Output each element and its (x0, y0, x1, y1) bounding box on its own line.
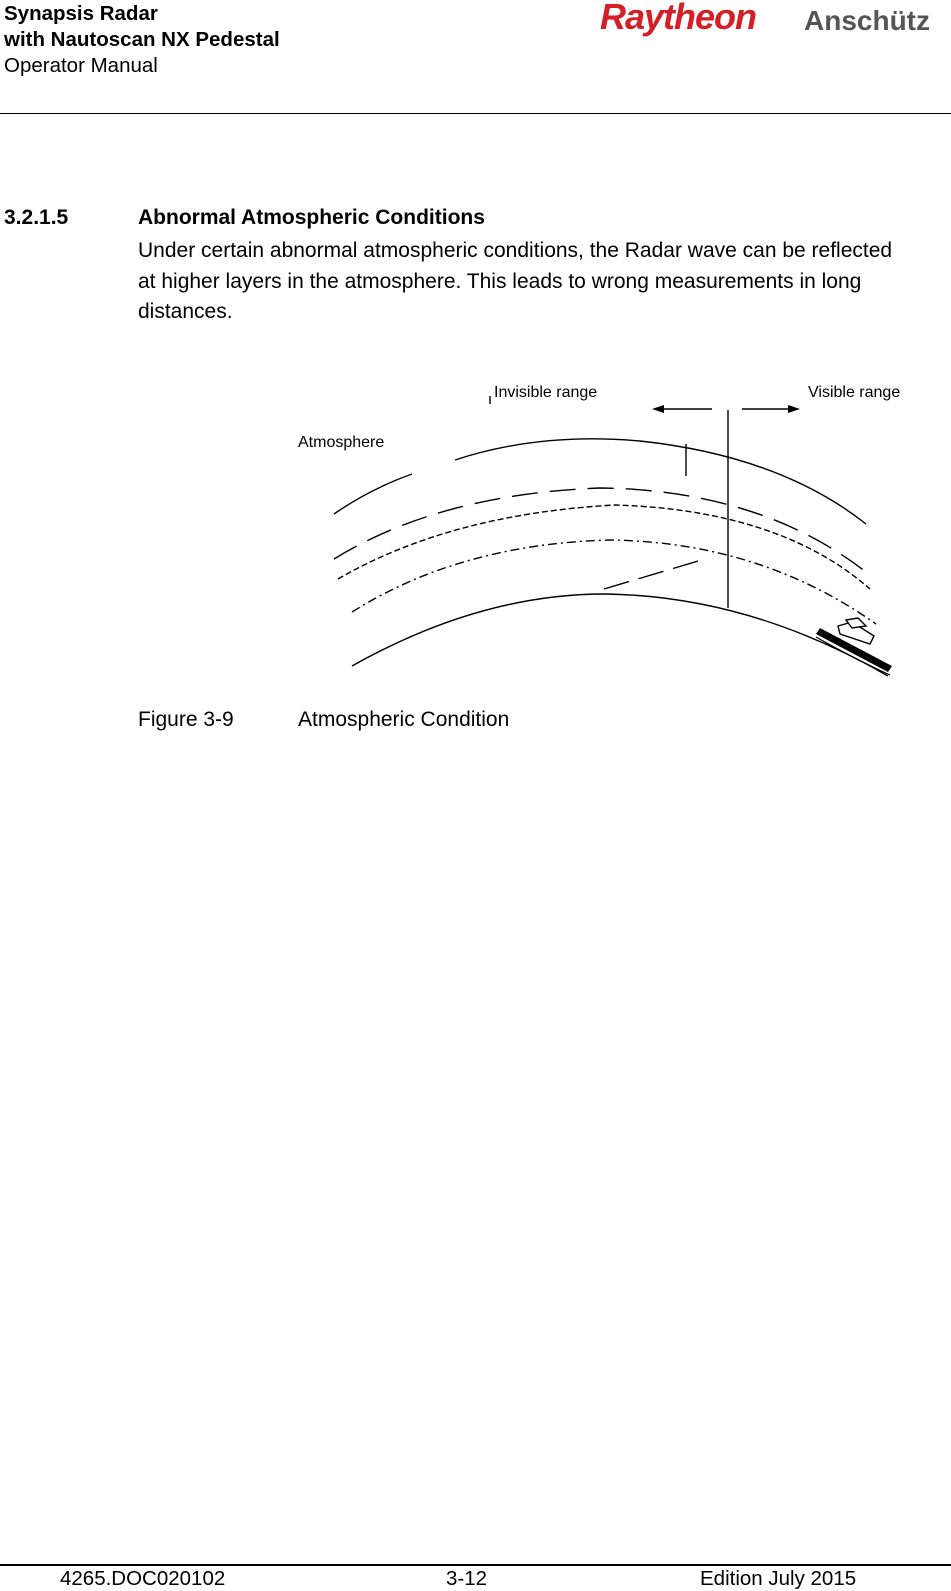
atmosphere-diagram (280, 374, 920, 694)
atmospheric-condition-figure (280, 374, 920, 694)
logo-brand-text: Raytheon (600, 0, 757, 37)
footer-divider (0, 1564, 951, 1566)
section-title: Abnormal Atmospheric Conditions (138, 206, 485, 229)
footer-page-number: 3-12 (446, 1567, 488, 1590)
reflection-layer-dash-dot (352, 540, 876, 624)
invisible-range-label: Invisible range (494, 384, 598, 401)
atmosphere-upper-arc-left (334, 474, 412, 514)
visible-range-label: Visible range (808, 384, 901, 401)
section-number: 3.2.1.5 (4, 206, 69, 229)
header-product-subtitle: with Nautoscan NX Pedestal (4, 28, 280, 51)
figure-caption-number: Figure 3-9 (138, 708, 234, 731)
header-manual-type: Operator Manual (4, 54, 158, 77)
footer-document-id: 4265.DOC020102 (60, 1567, 226, 1590)
ship-icon (816, 618, 892, 675)
section-body-text: Under certain abnormal atmospheric conditions, the Radar wave can be reflected at higher layers in the atmosphere. This leads to wrong measurements in long distances. (138, 239, 893, 323)
raytheon-anschuetz-logo (600, 0, 940, 42)
header-divider (0, 113, 951, 114)
logo-sub-brand-text: Anschütz (804, 5, 930, 36)
reflection-layer-long-dash (334, 488, 866, 572)
figure-caption-text: Atmospheric Condition (298, 708, 510, 731)
atmosphere-upper-arc (455, 439, 866, 524)
header-product-name: Synapsis Radar (4, 2, 158, 25)
left-arrowhead (652, 405, 664, 413)
earth-surface-arc (352, 594, 888, 676)
atmosphere-label: Atmosphere (298, 434, 385, 451)
document-header (4, 1, 280, 79)
footer-edition: Edition July 2015 (700, 1567, 857, 1590)
radar-beam-dashes (604, 559, 705, 589)
right-arrowhead (788, 405, 800, 413)
